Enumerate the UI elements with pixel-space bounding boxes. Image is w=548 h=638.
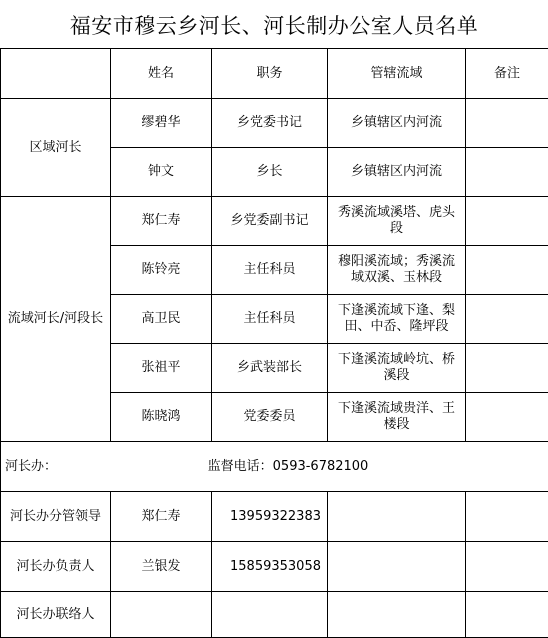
header-position: 职务 <box>212 49 328 99</box>
remark-cell <box>466 197 548 246</box>
position-cell: 主任科员 <box>212 295 328 344</box>
office-hotline: 监督电话：0593-6782100 <box>111 442 466 492</box>
name-cell: 陈铃亮 <box>111 246 212 295</box>
area-cell: 穆阳溪流域；秀溪流域双溪、玉林段 <box>328 246 466 295</box>
remark-cell <box>466 492 548 542</box>
group-label-basin: 流域河长/河段长 <box>1 197 111 442</box>
role-cell: 河长办分管领导 <box>1 492 111 542</box>
area-cell: 下逢溪流域岭坑、桥溪段 <box>328 344 466 393</box>
area-cell: 下逢溪流域下逢、梨田、中岙、隆坪段 <box>328 295 466 344</box>
position-cell: 乡党委副书记 <box>212 197 328 246</box>
table-row <box>1 99 548 148</box>
name-cell: 张祖平 <box>111 344 212 393</box>
position-cell: 主任科员 <box>212 246 328 295</box>
position-cell: 乡长 <box>212 148 328 197</box>
position-cell: 乡武装部长 <box>212 344 328 393</box>
remark-cell <box>466 246 548 295</box>
personnel-table <box>0 48 548 638</box>
blank-cell <box>328 592 466 638</box>
role-cell: 河长办联络人 <box>1 592 111 638</box>
remark-cell <box>466 295 548 344</box>
name-cell: 兰银发 <box>111 542 212 592</box>
area-cell: 乡镇辖区内河流 <box>328 148 466 197</box>
remark-cell <box>466 393 548 442</box>
table-row <box>1 197 548 246</box>
header-row <box>1 49 548 99</box>
phone-cell <box>212 592 328 638</box>
phone-cell: 15859353058 <box>212 542 328 592</box>
remark-cell <box>466 344 548 393</box>
name-cell: 缪碧华 <box>111 99 212 148</box>
phone-cell: 13959322383 <box>212 492 328 542</box>
group-label-region: 区域河长 <box>1 99 111 197</box>
remark-cell <box>466 148 548 197</box>
header-name: 姓名 <box>111 49 212 99</box>
remark-cell <box>466 542 548 592</box>
remark-cell <box>466 592 548 638</box>
header-blank-cell <box>1 49 111 99</box>
name-cell <box>111 592 212 638</box>
header-remark: 备注 <box>466 49 548 99</box>
header-area: 管辖流域 <box>328 49 466 99</box>
remark-cell <box>466 99 548 148</box>
role-cell: 河长办负责人 <box>1 542 111 592</box>
area-cell: 乡镇辖区内河流 <box>328 99 466 148</box>
table-row <box>1 492 548 542</box>
position-cell: 乡党委书记 <box>212 99 328 148</box>
area-cell: 秀溪流域溪塔、虎头段 <box>328 197 466 246</box>
name-cell: 郑仁寿 <box>111 197 212 246</box>
name-cell: 钟文 <box>111 148 212 197</box>
office-label: 河长办： <box>1 442 111 492</box>
blank-cell <box>328 542 466 592</box>
table-row <box>1 592 548 638</box>
office-row <box>1 442 548 492</box>
page-title: 福安市穆云乡河长、河长制办公室人员名单 <box>0 0 548 48</box>
name-cell: 高卫民 <box>111 295 212 344</box>
area-cell: 下逢溪流域贵洋、王楼段 <box>328 393 466 442</box>
office-row-end <box>466 442 548 492</box>
position-cell: 党委委员 <box>212 393 328 442</box>
blank-cell <box>328 492 466 542</box>
name-cell: 陈晓鸿 <box>111 393 212 442</box>
table-row <box>1 542 548 592</box>
name-cell: 郑仁寿 <box>111 492 212 542</box>
